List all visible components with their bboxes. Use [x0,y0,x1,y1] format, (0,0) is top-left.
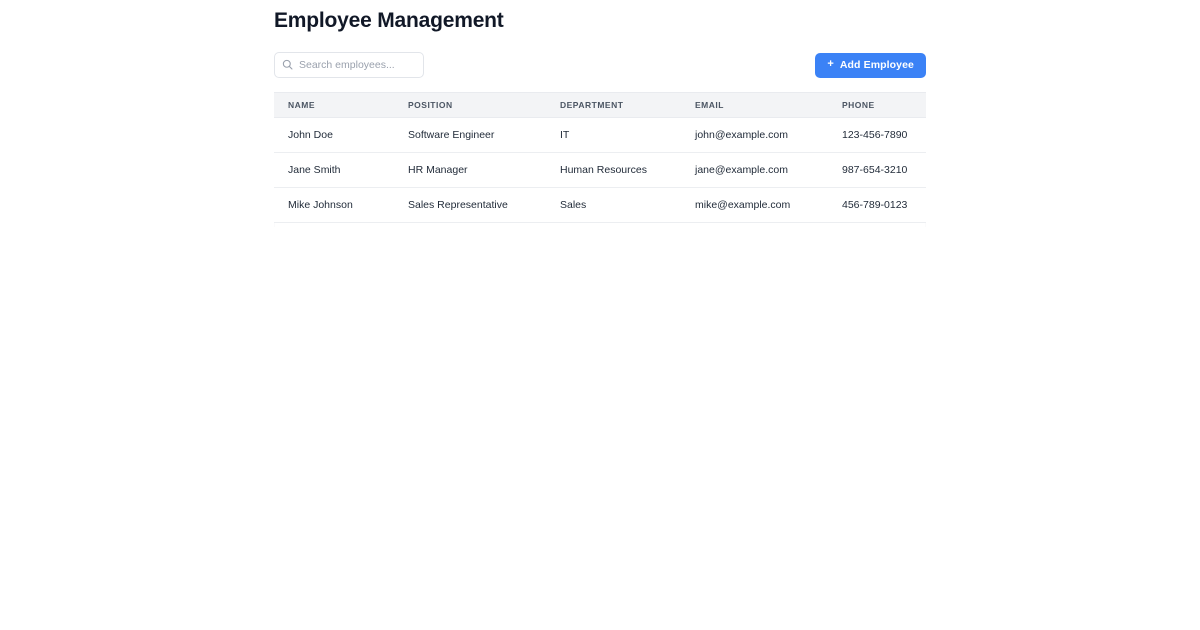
table-body [274,118,926,223]
column-header-position[interactable]: POSITION [394,93,546,118]
cell-position: Sales Representative [394,188,546,223]
cell-phone: 123-456-7890 [828,118,926,153]
cell-department: IT [546,118,681,153]
cell-department: Sales [546,188,681,223]
add-employee-button[interactable] [815,53,926,78]
cell-position: HR Manager [394,153,546,188]
column-header-email[interactable]: EMAIL [681,93,828,118]
content-container [274,0,926,227]
table-row[interactable] [274,153,926,188]
cell-department: Human Resources [546,153,681,188]
table-header-row [274,93,926,118]
cell-phone: 456-789-0123 [828,188,926,223]
cell-email: mike@example.com [681,188,828,223]
table-bottom-edge [274,223,926,227]
toolbar [274,52,926,78]
cell-name: Jane Smith [274,153,394,188]
cell-position: Software Engineer [394,118,546,153]
cell-email: jane@example.com [681,153,828,188]
cell-email: john@example.com [681,118,828,153]
table-row[interactable] [274,188,926,223]
employee-table [274,92,926,223]
column-header-phone[interactable]: PHONE [828,93,926,118]
plus-icon: + [827,58,834,70]
page-title: Employee Management [274,9,504,32]
search-field[interactable] [274,52,424,78]
search-input[interactable] [274,52,424,78]
table-header [274,93,926,118]
table-row[interactable] [274,118,926,153]
cell-name: Mike Johnson [274,188,394,223]
cell-name: John Doe [274,118,394,153]
cell-phone: 987-654-3210 [828,153,926,188]
add-employee-label: Add Employee [839,59,914,71]
column-header-name[interactable]: NAME [274,93,394,118]
column-header-department[interactable]: DEPARTMENT [546,93,681,118]
